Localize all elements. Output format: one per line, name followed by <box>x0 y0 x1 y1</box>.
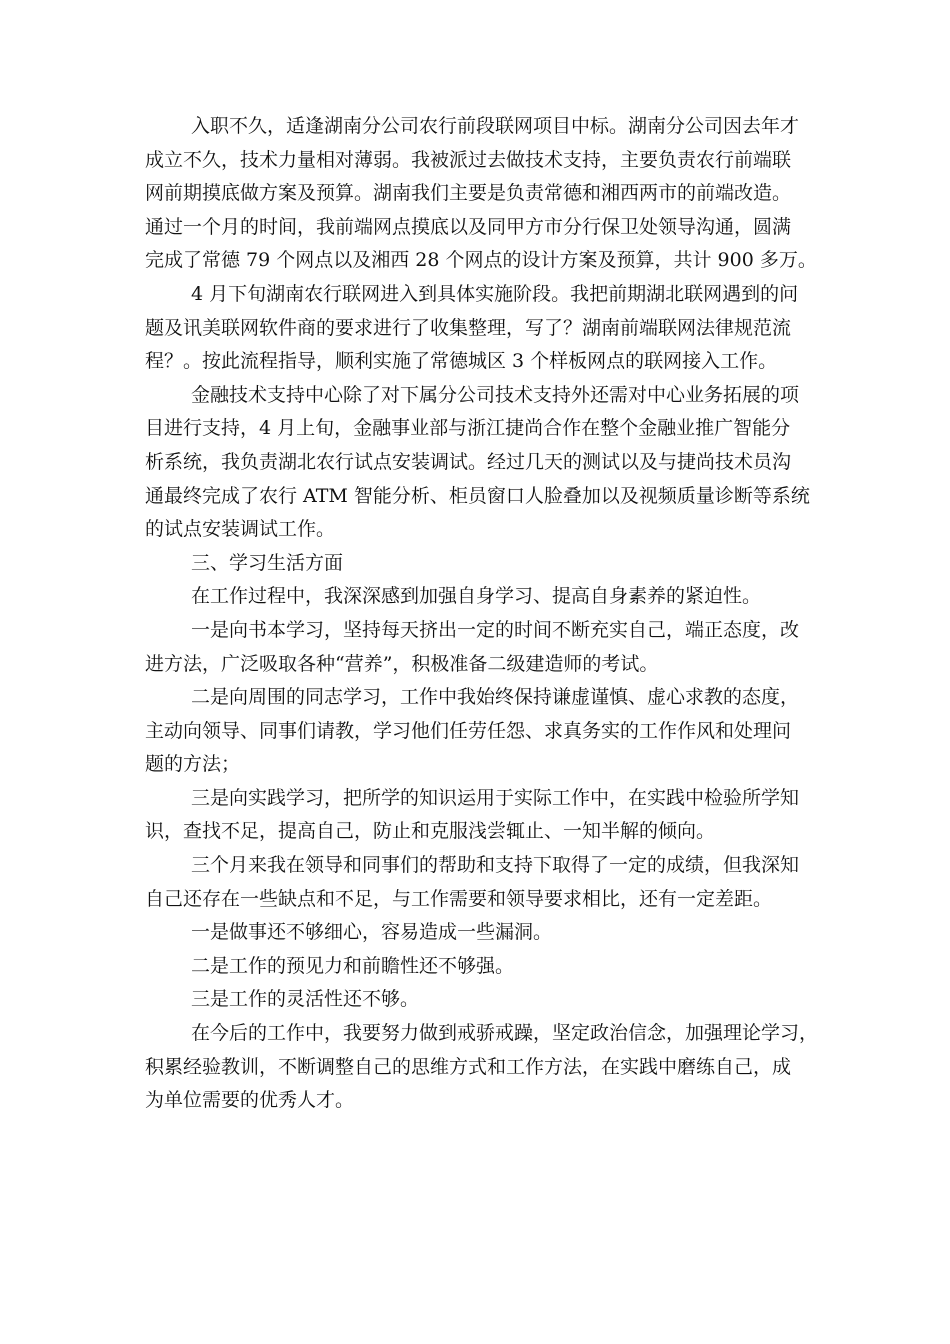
text-line: 三是工作的灵活性还不够。 <box>191 988 420 1011</box>
heading-line: 三、学习生活方面 <box>191 551 344 574</box>
text-line: 目进行支持，4 月上旬，金融事业部与浙江捷尚合作在整个金融业推广智能分 <box>145 417 791 440</box>
text-line: 二是工作的预见力和前瞻性还不够强。 <box>191 954 515 977</box>
text-line: 为单位需要的优秀人才。 <box>145 1089 355 1112</box>
text-line: 识，查找不足，提高自己，防止和克服浅尝辄止、一知半解的倾向。 <box>145 820 716 843</box>
paragraph <box>145 916 825 950</box>
text-line: 三个月来我在领导和同事们的帮助和支持下取得了一定的成绩，但我深知 <box>191 854 800 877</box>
text-line: 程？。按此流程指导，顺利实施了常德城区 3 个样板网点的联网接入工作。 <box>145 350 778 373</box>
text-line: 通最终完成了农行 ATM 智能分析、柜员窗口人脸叠加以及视频质量诊断等系统 <box>145 484 810 507</box>
document-body <box>145 110 825 1118</box>
section-heading <box>145 547 825 581</box>
text-line: 入职不久，适逢湖南分公司农行前段联网项目中标。湖南分公司因去年才 <box>191 115 800 137</box>
text-line: 一是向书本学习，坚持每天挤出一定的时间不断充实自己，端正态度，改 <box>191 618 800 641</box>
paragraph <box>145 110 825 278</box>
text-line: 成立不久，技术力量相对薄弱。我被派过去做技术支持，主要负责农行前端联 <box>145 148 792 171</box>
text-line: 积累经验教训，不断调整自己的思维方式和工作方法，在实践中磨练自己，成 <box>145 1055 792 1078</box>
text-line: 的试点安装调试工作。 <box>145 518 336 541</box>
paragraph <box>145 849 825 916</box>
paragraph <box>145 950 825 984</box>
text-line: 金融技术支持中心除了对下属分公司技术支持外还需对中心业务拓展的项 <box>191 383 800 406</box>
paragraph <box>145 580 825 614</box>
text-line: 三是向实践学习，把所学的知识运用于实际工作中，在实践中检验所学知 <box>191 786 800 809</box>
text-line: 网前期摸底做方案及预算。湖南我们主要是负责常德和湘西两市的前端改造。 <box>145 182 792 205</box>
paragraph <box>145 1017 825 1118</box>
text-line: 析系统，我负责湖北农行试点安装调试。经过几天的测试以及与捷尚技术员沟 <box>145 450 792 473</box>
text-line: 完成了常德 79 个网点以及湘西 28 个网点的设计方案及预算，共计 900 多万。 <box>145 249 817 272</box>
text-line: 题的方法； <box>145 753 241 776</box>
text-line: 在今后的工作中，我要努力做到戒骄戒躁，坚定政治信念，加强理论学习， <box>191 1022 819 1045</box>
text-line: 进方法，广泛吸取各种“营养”，积极准备二级建造师的考试。 <box>145 652 659 675</box>
paragraph <box>145 614 825 681</box>
text-line: 主动向领导、同事们请教，学习他们任劳任怨、求真务实的工作作风和处理问 <box>145 719 792 742</box>
paragraph <box>145 983 825 1017</box>
paragraph <box>145 379 825 547</box>
text-line: 题及讯美联网软件商的要求进行了收集整理，写了？湖南前端联网法律规范流 <box>145 316 792 339</box>
text-line: 一是做事还不够细心，容易造成一些漏洞。 <box>191 921 553 944</box>
text-line: 在工作过程中，我深深感到加强自身学习、提高自身素养的紧迫性。 <box>191 585 762 608</box>
paragraph <box>145 782 825 849</box>
text-line: 4 月下旬湖南农行联网进入到具体实施阶段。我把前期湖北联网遇到的问 <box>191 282 799 305</box>
text-line: 自己还存在一些缺点和不足，与工作需要和领导要求相比，还有一定差距。 <box>145 887 773 910</box>
paragraph <box>145 278 825 379</box>
text-line: 二是向周围的同志学习，工作中我始终保持谦虚谨慎、虚心求教的态度， <box>191 686 800 709</box>
text-line: 通过一个月的时间，我前端网点摸底以及同甲方市分行保卫处领导沟通，圆满 <box>145 215 792 238</box>
paragraph <box>145 681 825 782</box>
